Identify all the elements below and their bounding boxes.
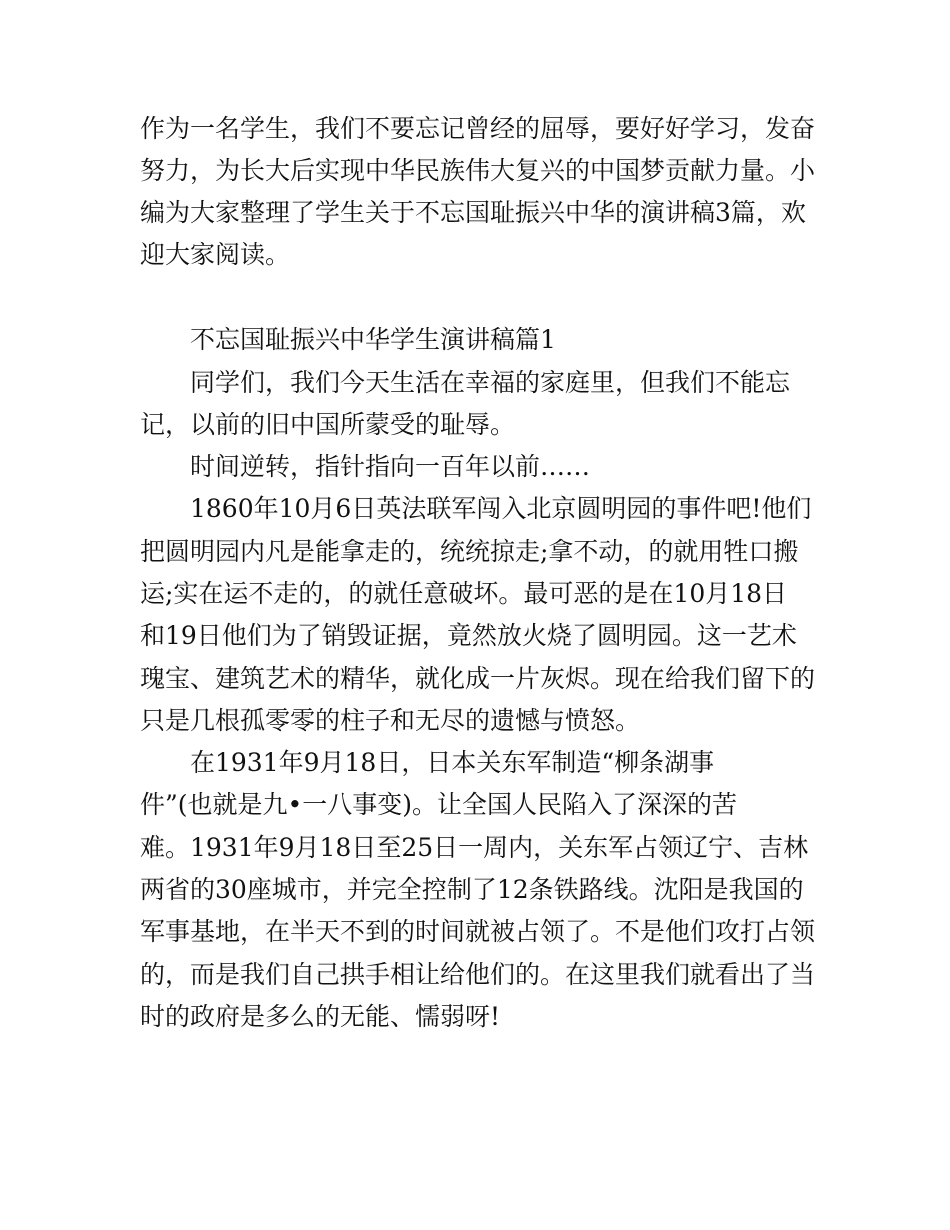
intro-line-1: 作为一名学生，我们不要忘记曾经的屈辱，要好好学习，发奋 [140, 114, 816, 143]
body-line: 的，而是我们自己拱手相让给他们的。在这里我们就看出了当 [140, 960, 816, 989]
body-line: 时的政府是多么的无能、懦弱呀! [140, 1002, 501, 1031]
intro-line-3: 编为大家整理了学生关于不忘国耻振兴中华的演讲稿3篇，欢 [140, 198, 806, 227]
body-line: 运;实在运不走的，的就任意破坏。最可恶的是在10月18日 [140, 579, 788, 608]
body-line: 两省的30座城市，并完全控制了12条铁路线。沈阳是我国的 [140, 875, 804, 904]
section-heading: 不忘国耻振兴中华学生演讲稿篇1 [190, 325, 556, 354]
body-line: 在1931年9月18日，日本关东军制造“柳条湖事 [190, 748, 715, 777]
body-line: 件”(也就是九•一八事变)。让全国人民陷入了深深的苦 [140, 790, 738, 819]
body-line: 只是几根孤零零的柱子和无尽的遗憾与愤怒。 [140, 706, 641, 735]
body-line: 难。1931年9月18日至25日一周内，关东军占领辽宁、吉林 [140, 833, 809, 862]
body-line: 时间逆转，指针指向一百年以前…… [190, 452, 591, 481]
body-line: 把圆明园内凡是能拿走的，统统掠走;拿不动，的就用牲口搬 [140, 537, 799, 566]
body-line: 同学们，我们今天生活在幸福的家庭里，但我们不能忘 [190, 368, 791, 397]
body-line: 1860年10月6日英法联军闯入北京圆明园的事件吧!他们 [190, 494, 812, 523]
intro-line-2: 努力，为长大后实现中华民族伟大复兴的中国梦贡献力量。小 [140, 156, 816, 185]
body-line: 军事基地，在半天不到的时间就被占领了。不是他们攻打占领 [140, 917, 816, 946]
body-line: 记，以前的旧中国所蒙受的耻辱。 [140, 410, 516, 439]
body-line: 和19日他们为了销毁证据，竟然放火烧了圆明园。这一艺术 [140, 621, 797, 650]
body-line: 瑰宝、建筑艺术的精华，就化成一片灰烬。现在给我们留下的 [140, 664, 816, 693]
intro-line-4: 迎大家阅读。 [140, 240, 291, 269]
